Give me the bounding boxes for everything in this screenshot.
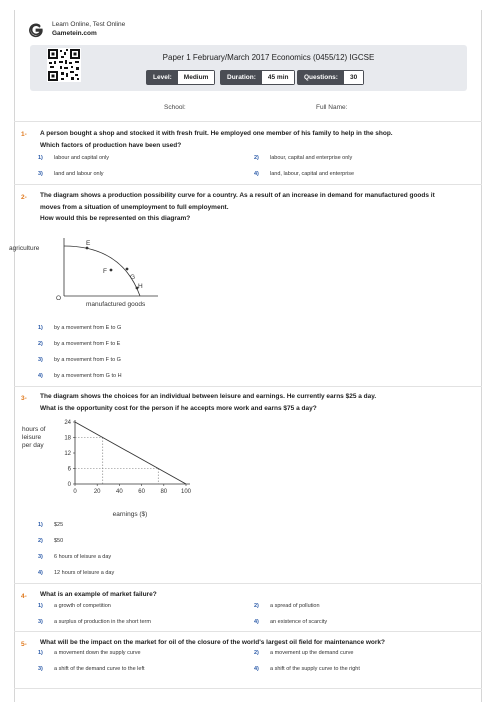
question-line: What is an example of market failure? — [40, 591, 157, 598]
question-line: A person bought a shop and stocked it with fresh fruit. He employed one member of his family to help in the shop. — [40, 130, 393, 137]
x-axis-label: manufactured goods — [86, 301, 146, 308]
question-line: The diagram shows the choices for an individual between leisure and earnings. He currently earns $25 a day. — [40, 393, 377, 400]
option-number: 4) — [38, 373, 43, 379]
y-tick-label: 18 — [64, 435, 71, 442]
leisure-earnings-chart — [20, 418, 210, 518]
question-number: 2- — [21, 194, 27, 201]
y-tick-label: 12 — [64, 451, 71, 457]
question-line: What will be the impact on the market for oil of the closure of the world's largest oil field for maintenance work? — [40, 639, 386, 646]
origin-label: O — [56, 295, 62, 302]
question-line: Which factors of production have been used? — [40, 141, 182, 149]
question-text — [40, 589, 460, 601]
question-number: 1- — [21, 131, 27, 138]
option-text[interactable]: $25 — [54, 522, 64, 528]
ppc-diagram — [9, 236, 170, 312]
question-line: How would this be represented on this diagram? — [40, 215, 191, 222]
option-text[interactable]: a shift of the demand curve to the left — [54, 666, 145, 672]
option-number: 3) — [38, 666, 43, 672]
option-number: 1) — [38, 155, 43, 161]
level-badge — [146, 70, 215, 85]
option-number: 2) — [254, 155, 259, 161]
option-text[interactable]: by a movement from F to E — [54, 341, 121, 347]
option-number: 2) — [38, 341, 43, 347]
divider — [14, 688, 482, 689]
series — [75, 422, 186, 484]
question-number: 3- — [21, 395, 27, 402]
option-text[interactable]: labour and capital only — [54, 155, 110, 161]
option-text[interactable]: 6 hours of leisure a day — [54, 554, 112, 560]
point-g — [126, 268, 129, 271]
y-axis-label — [22, 426, 47, 449]
point-e — [86, 247, 89, 250]
y-tick-label: 24 — [64, 420, 71, 426]
school-field[interactable]: School: — [164, 104, 186, 111]
divider — [14, 583, 482, 584]
point-f — [110, 269, 113, 272]
option-number: 1) — [38, 325, 43, 331]
option-text[interactable]: a growth of competition — [54, 603, 111, 609]
option-text[interactable]: land and labour only — [54, 171, 104, 177]
option-text[interactable]: $50 — [54, 538, 64, 544]
x-tick-label: 20 — [93, 489, 101, 495]
option-text[interactable]: 12 hours of leisure a day — [54, 570, 115, 576]
point-label: G — [130, 274, 136, 281]
option-text[interactable]: a spread of pollution — [270, 603, 320, 609]
option-number: 4) — [38, 570, 43, 576]
paper-title: Paper 1 February/March 2017 Economics (0455/12) IGCSE — [162, 53, 375, 62]
question-line: The diagram shows a production possibility curve for a country. As a result of an increase in demand for manufactured goods it — [40, 192, 435, 199]
y-axis-label-line: per day — [22, 442, 44, 449]
paper-header — [30, 45, 467, 91]
option-text[interactable]: by a movement from G to H — [54, 373, 122, 379]
point-label: E — [86, 240, 91, 247]
question-number: 4- — [21, 593, 27, 600]
option-text[interactable]: by a movement from E to G — [54, 325, 122, 331]
duration-label: Duration: — [221, 71, 262, 84]
option-text[interactable]: a shift of the supply curve to the right — [270, 666, 360, 672]
y-tick-label: 6 — [67, 466, 71, 473]
option-text[interactable]: an existence of scarcity — [270, 619, 328, 625]
x-tick-label: 80 — [160, 489, 168, 495]
x-tick-label: 100 — [180, 489, 192, 495]
option-number: 4) — [254, 666, 259, 672]
option-number: 1) — [38, 603, 43, 609]
question-line: moves from a situation of unemployment to full employment. — [40, 203, 229, 211]
level-value: Medium — [178, 71, 215, 84]
level-label: Level: — [147, 71, 178, 84]
gametein-logo-icon — [30, 24, 42, 36]
option-number: 1) — [38, 650, 43, 656]
x-tick-label: 40 — [116, 489, 123, 495]
option-text[interactable]: by a movement from F to G — [54, 357, 121, 363]
x-tick-label: 0 — [73, 489, 77, 495]
option-text[interactable]: a surplus of production in the short term — [54, 619, 151, 625]
y-axis-label-line: hours of — [22, 426, 46, 433]
option-number: 4) — [254, 171, 259, 177]
divider — [14, 386, 482, 387]
divider — [14, 184, 482, 185]
brand-tagline: Learn Online, Test Online — [52, 21, 126, 28]
option-number: 3) — [38, 357, 43, 363]
x-tick-label: 60 — [138, 489, 145, 495]
y-axis-label-line: leisure — [22, 434, 42, 441]
option-text[interactable]: labour, capital and enterprise only — [270, 155, 353, 161]
duration-badge — [220, 70, 295, 85]
option-text[interactable]: a movement down the supply curve — [54, 650, 141, 656]
series-line — [75, 422, 186, 484]
option-text[interactable]: a movement up the demand curve — [270, 650, 354, 656]
duration-value: 45 min — [262, 71, 295, 84]
y-axis-label: agriculture — [9, 245, 40, 252]
full-name-field[interactable]: Full Name: — [316, 104, 348, 111]
option-number: 4) — [254, 619, 259, 625]
point-label: F — [103, 268, 107, 275]
question-text — [40, 391, 460, 414]
option-number: 1) — [38, 522, 43, 528]
ppc-curve — [64, 246, 140, 296]
option-number: 3) — [38, 171, 43, 177]
questions-label: Questions: — [298, 71, 344, 84]
divider — [14, 121, 482, 122]
option-number: 2) — [254, 603, 259, 609]
option-number: 2) — [38, 538, 43, 544]
questions-badge — [297, 70, 364, 85]
option-number: 2) — [254, 650, 259, 656]
question-text — [40, 190, 460, 225]
brand-site[interactable]: Gametein.com — [52, 30, 97, 37]
point-label: H — [138, 283, 143, 290]
question-number: 5- — [21, 641, 27, 648]
option-number: 3) — [38, 554, 43, 560]
divider — [14, 631, 482, 632]
y-tick-label: 0 — [67, 482, 71, 488]
x-axis-label: earnings ($) — [112, 511, 148, 518]
question-text — [40, 128, 460, 151]
question-line: What is the opportunity cost for the person if he accepts more work and earns $75 a day? — [40, 404, 317, 412]
reference-lines — [75, 438, 158, 485]
question-text — [40, 637, 460, 649]
option-text[interactable]: land, labour, capital and enterprise — [270, 171, 355, 177]
option-number: 3) — [38, 619, 43, 625]
questions-value: 30 — [344, 71, 363, 84]
